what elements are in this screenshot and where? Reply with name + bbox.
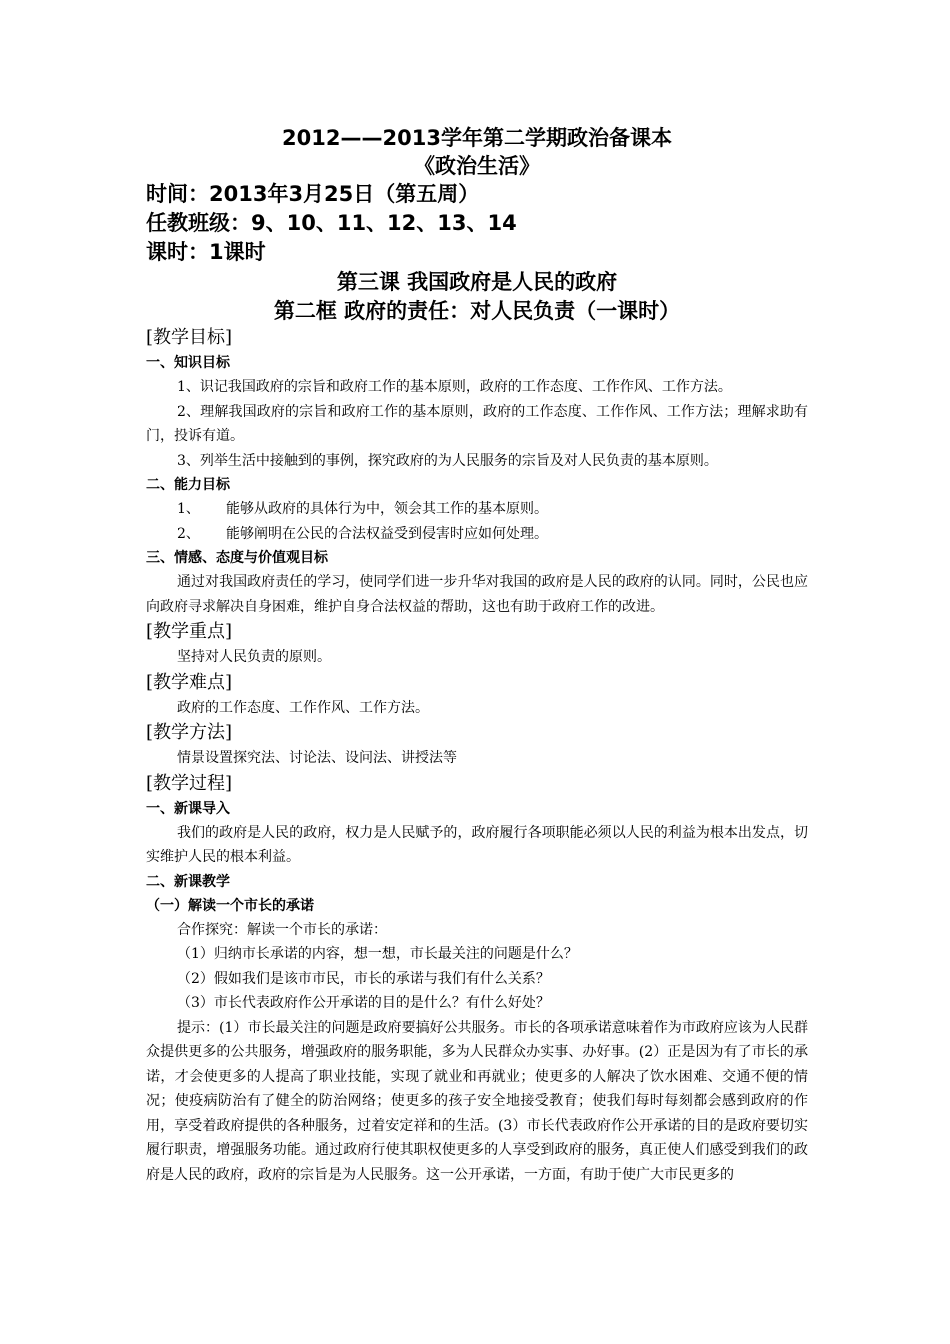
ability-item-number: 1、 [177, 501, 200, 517]
knowledge-objectives-title: 一、知识目标 [146, 355, 230, 371]
class-line: 任教班级：9、10、11、12、13、14 [146, 211, 517, 235]
section-one-title: （一）解读一个市长的承诺 [146, 897, 314, 914]
document-content [146, 124, 808, 1187]
difficulties-heading: [教学难点] [146, 671, 233, 693]
key-points-text: 坚持对人民负责的原则。 [177, 649, 331, 665]
methods-text: 情景设置探究法、讨论法、设问法、讲授法等 [177, 750, 457, 766]
process-heading: [教学过程] [146, 772, 233, 794]
ability-item-text: 能够阐明在公民的合法权益受到侵害时应如何处理。 [226, 525, 548, 542]
ability-objectives-title: 二、能力目标 [146, 477, 230, 493]
knowledge-item: 3、列举生活中接触到的事例，探究政府的为人民服务的宗旨及对人民负责的基本原则。 [177, 452, 718, 469]
ability-item-text: 能够从政府的具体行为中，领会其工作的基本原则。 [226, 501, 548, 517]
ability-item-number: 2、 [177, 525, 200, 542]
document-title: 2012——2013学年第二学期政治备课本 [282, 126, 672, 150]
intro-text: 我们的政府是人民的政府，权力是人民赋予的，政府履行各项职能必须以人民的利益为根本出发点，切实维护人民的根本利益。 [146, 824, 808, 865]
ability-item [146, 497, 808, 522]
knowledge-item: 2、理解我国政府的宗旨和政府工作的基本原则，政府的工作态度、工作作风、工作方法；理解求助有门，投诉有道。 [146, 403, 808, 444]
frame-title: 第二框 政府的责任：对人民负责（一课时） [273, 298, 681, 323]
methods-heading: [教学方法] [146, 722, 233, 743]
date-line: 时间：2013年3月25日（第五周） [146, 182, 480, 206]
inquiry-line: 合作探究：解读一个市长的承诺： [177, 921, 387, 938]
question-item: （2）假如我们是该市市民，市长的承诺与我们有什么关系？ [177, 970, 550, 987]
ability-item [146, 522, 808, 547]
intro-title: 一、新课导入 [146, 800, 230, 817]
emotion-objectives-title: 三、情感、态度与价值观目标 [146, 550, 328, 566]
emotion-objectives-text: 通过对我国政府责任的学习，使同学们进一步升华对我国的政府是人民的政府的认同。同时，公民也应向政府寻求解决自身困难，维护自身合法权益的帮助，这也有助于政府工作的改进。 [146, 574, 808, 615]
question-item: （3）市长代表政府作公开承诺的目的是什么？有什么好处？ [177, 995, 550, 1011]
lesson-title: 第三课 我国政府是人民的政府 [336, 269, 618, 294]
objectives-heading: [教学目标] [146, 327, 233, 348]
teaching-title: 二、新课教学 [146, 873, 230, 890]
key-points-heading: [教学重点] [146, 621, 233, 642]
knowledge-item: 1、识记我国政府的宗旨和政府工作的基本原则，政府的工作态度、工作作风、工作方法。 [177, 379, 732, 395]
difficulties-text: 政府的工作态度、工作作风、工作方法。 [177, 699, 429, 716]
hint-text: 提示：(1）市长最关注的问题是政府要搞好公共服务。市长的各项承诺意味着作为市政府应该为人民群众提供更多的公共服务，增强政府的服务职能，多为人民群众办实事、办好事。(2）正是因为有了市长的承诺，才会使更多的人提高了职业技能，实现了就业和再就业；使更多的人解决了饮水困难、交通不便的情况；使疫病防治有了健全的防治网络；使更多的孩子安全地接受教育；使我们每时每刻都会感到政府的作用，享受着政府提供的各种服务，过着安定祥和的生活。(3）市长代表政府作公开承诺的目的是政府要切实履行职责，增强服务功能。通过政府行使其职权使更多的人享受到政府的服务，真正使人们感受到我们的政府是人民的政府，政府的宗旨是为人民服务。这一公开承诺，一方面，有助于使广大市民更多的 [146, 1019, 808, 1183]
document-subtitle: 《政治生活》 [414, 154, 540, 178]
hours-line: 课时：1课时 [146, 240, 266, 264]
question-item: （1）归纳市长承诺的内容，想一想，市长最关注的问题是什么？ [177, 946, 578, 962]
